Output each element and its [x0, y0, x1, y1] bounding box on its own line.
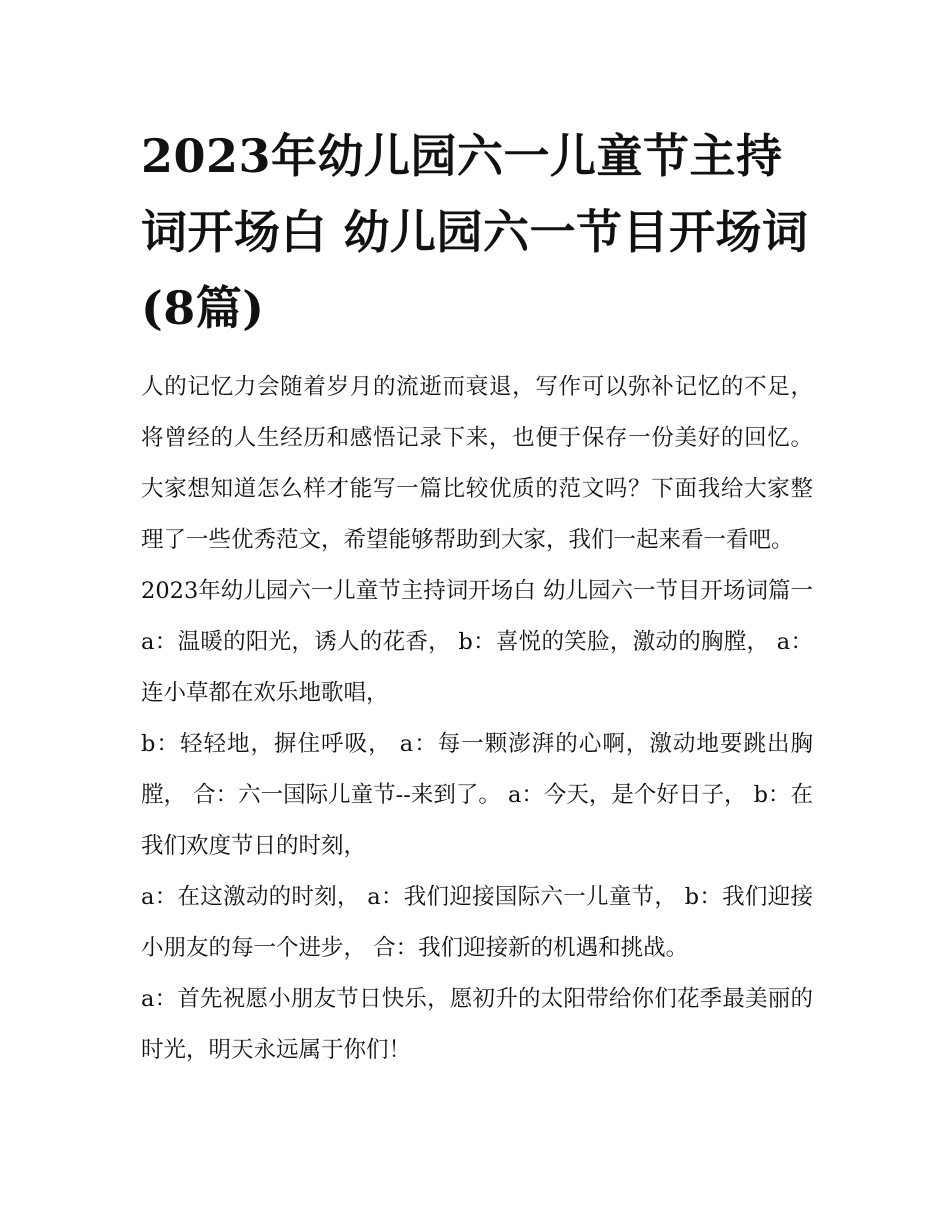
document-title: 2023年幼儿园六一儿童节主持词开场白 幼儿园六一节目开场词(8篇): [141, 129, 809, 335]
intro-paragraph: 人的记忆力会随着岁月的流逝而衰退，写作可以弥补记忆的不足，将曾经的人生经历和感悟记录下来，也便于保存一份美好的回忆。大家想知道怎么样才能写一篇比较优质的范文吗？下面我给大家整理了一些优秀范文，希望能够帮助到大家，我们一起来看一看吧。: [141, 374, 813, 553]
body-paragraph: a：在这激动的时刻， a：我们迎接国际六一儿童节， b：我们迎接小朋友的每一个进步， 合：我们迎接新的机遇和挑战。: [141, 884, 813, 961]
body-paragraph: b：轻轻地，摒住呼吸， a：每一颗澎湃的心啊，激动地要跳出胸膛， 合：六一国际儿童节--来到了。 a：今天，是个好日子， b：在我们欢度节日的时刻，: [141, 731, 813, 859]
body-paragraph: a：首先祝愿小朋友节日快乐，愿初升的太阳带给你们花季最美丽的时光，明天永远属于你们！: [141, 986, 813, 1063]
body-paragraph: 2023年幼儿园六一儿童节主持词开场白 幼儿园六一节目开场词篇一 a：温暖的阳光，诱人的花香， b：喜悦的笑脸，激动的胸膛， a：连小草都在欢乐地歌唱，: [141, 578, 813, 706]
document-page: [141, 118, 813, 1076]
